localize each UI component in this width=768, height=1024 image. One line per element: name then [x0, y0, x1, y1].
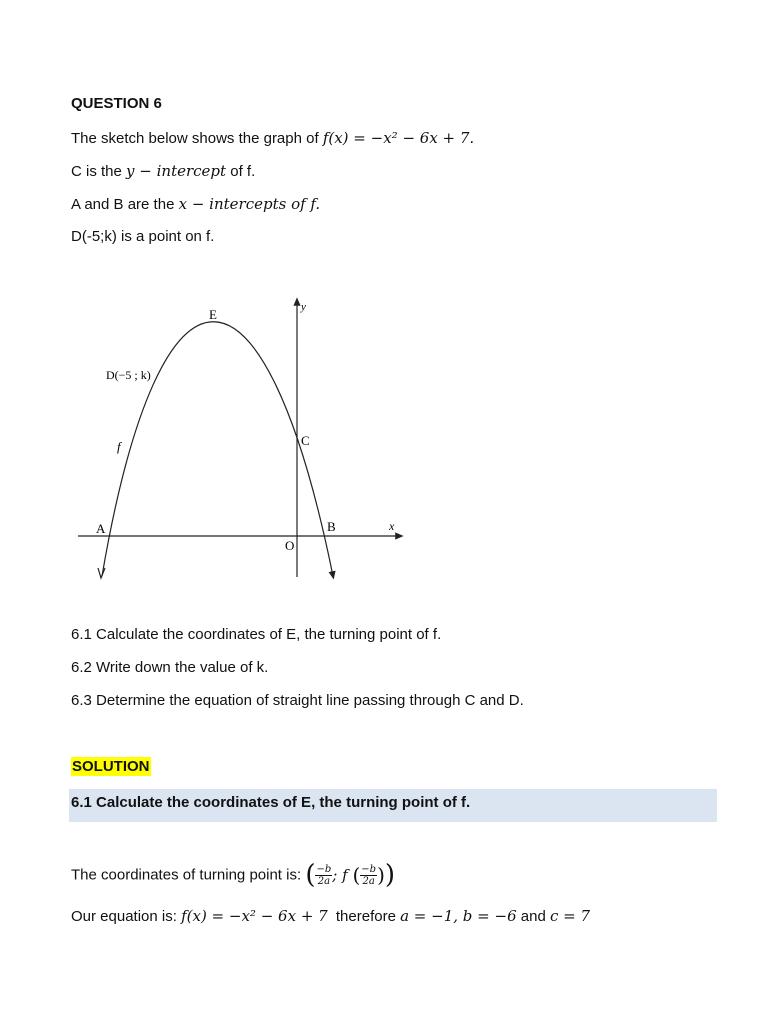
question-line-1: [71, 129, 474, 147]
line3-pre: A and B are the: [71, 196, 175, 213]
subquestion-6-3: 6.3 Determine the equation of straight line passing through C and D.: [71, 692, 524, 709]
subquestion-6-2: 6.2 Write down the value of k.: [71, 659, 269, 676]
solution-section-title: 6.1 Calculate the coordinates of E, the turning point of f.: [71, 794, 471, 811]
question-title: QUESTION 6: [71, 95, 162, 112]
question-line-2: [71, 162, 255, 180]
parabola-sketch: [70, 290, 410, 590]
equation-text: Our equation is:: [71, 908, 177, 925]
c-value-math: c = 7: [549, 907, 591, 925]
solution-section-band: [69, 789, 717, 822]
label-D: D(−5 ; k): [106, 368, 151, 382]
label-x: x: [389, 519, 395, 533]
label-y: y: [301, 301, 306, 313]
parabola-left-arrow: [98, 568, 105, 578]
subquestion-6-1: 6.1 Calculate the coordinates of E, the turning point of f.: [71, 626, 442, 643]
solution-heading: [71, 758, 151, 775]
question-line-3: [71, 195, 320, 213]
turning-point-text: The coordinates of turning point is:: [71, 866, 302, 884]
line3-math: x − intercepts of f.: [178, 195, 321, 213]
line2-post: of f.: [230, 163, 256, 180]
label-E: E: [209, 307, 217, 322]
line1-text: The sketch below shows the graph of: [71, 130, 319, 147]
line2-math: y − intercept: [126, 162, 227, 180]
turning-point-line: [71, 860, 395, 890]
and-text: and: [520, 908, 546, 925]
question-line-4: D(-5;k) is a point on f.: [71, 228, 215, 245]
label-f: f: [117, 439, 121, 454]
parabola-curve: [102, 322, 333, 576]
therefore-text: therefore: [335, 908, 396, 925]
label-B: B: [327, 519, 336, 534]
label-O: O: [285, 538, 295, 553]
label-A: A: [96, 521, 106, 536]
turning-point-formula: ( $\frac{-b}{2a}$ ; f ( $\frac{-b}{2a}$ )): [305, 860, 396, 890]
line1-equation: f(x) = −x² − 6x + 7.: [322, 129, 475, 147]
solution-heading-highlight: SOLUTION: [72, 758, 150, 775]
equation-math: f(x) = −x² − 6x + 7: [181, 907, 328, 925]
line2-pre: C is the: [71, 163, 122, 180]
equation-line: [71, 907, 590, 925]
coefficients-math: a = −1, b = −6: [400, 907, 517, 925]
label-C: C: [301, 433, 310, 448]
